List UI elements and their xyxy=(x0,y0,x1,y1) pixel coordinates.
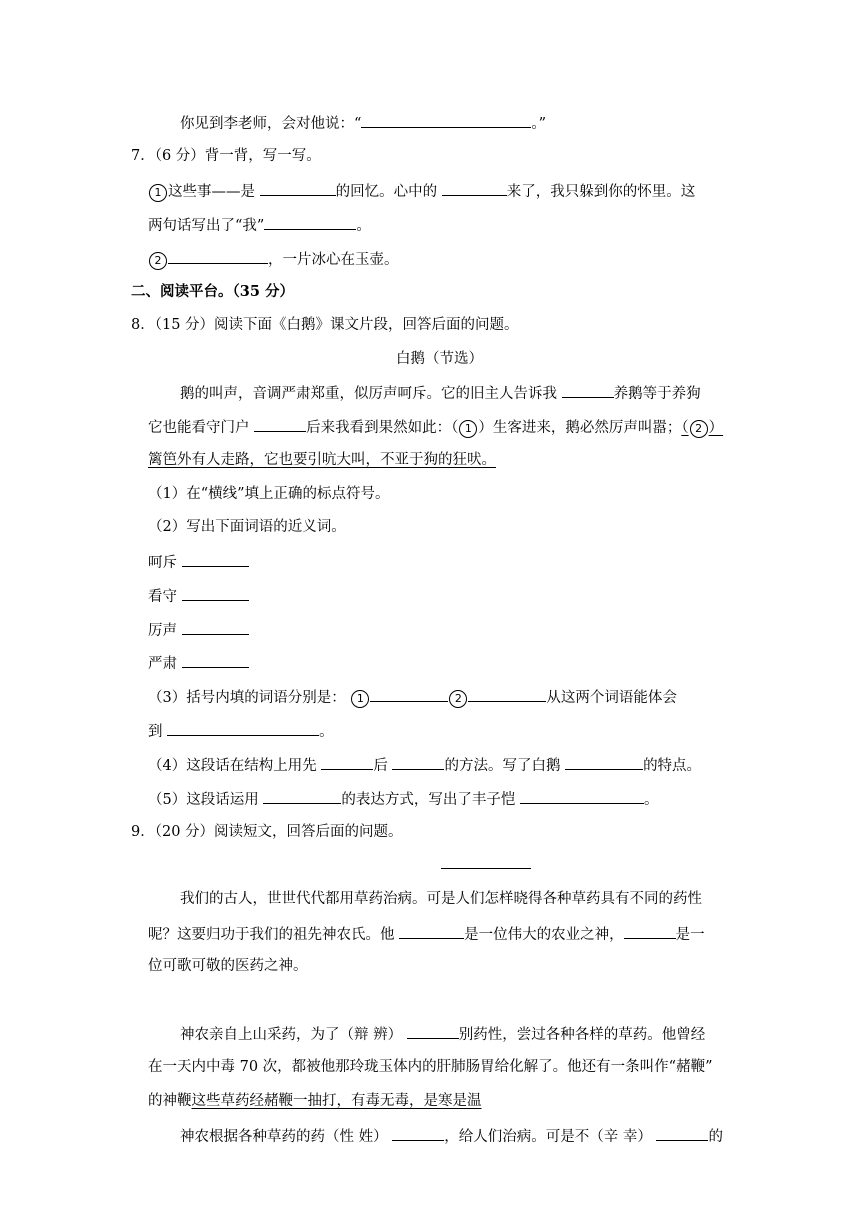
answer-blank[interactable] xyxy=(468,686,546,702)
section-2-heading: 二、阅读平台。（35 分） xyxy=(131,283,294,300)
fill-line-li-teacher: 你见到李老师，会对他说：“ 。” xyxy=(180,112,546,134)
question-7-item-1-cont: 两句话写出了“我” 。 xyxy=(148,214,371,236)
answer-blank[interactable] xyxy=(520,788,644,804)
answer-blank[interactable] xyxy=(656,1125,708,1141)
circled-number-1: 1 xyxy=(149,184,167,202)
answer-blank[interactable] xyxy=(565,754,643,770)
answer-blank[interactable] xyxy=(392,1125,444,1141)
answer-blank[interactable] xyxy=(370,686,448,702)
answer-blank[interactable] xyxy=(321,754,373,770)
question-7-item-2: 2 ，一片冰心在玉壶。 xyxy=(148,248,399,270)
answer-blank[interactable] xyxy=(182,619,249,635)
reading-line: 位可歌可敬的医药之神。 xyxy=(148,958,308,974)
answer-blank[interactable] xyxy=(361,112,531,128)
question-9-heading: 9．（20 分）阅读短文，回答后面的问题。 xyxy=(131,824,403,840)
answer-blank[interactable] xyxy=(260,180,336,196)
answer-blank[interactable] xyxy=(562,382,614,398)
subquestion-2: （2）写出下面词语的近义词。 xyxy=(148,519,346,535)
circled-number-1: 1 xyxy=(459,420,477,438)
answer-blank[interactable] xyxy=(167,720,319,736)
synonym-row: 严肃 xyxy=(148,652,249,674)
answer-blank[interactable] xyxy=(264,214,356,230)
passage-title: 白鹅（节选） xyxy=(396,351,483,367)
subquestion-4: （4）这段话在结构上用先 后 的方法。写了白鹅 的特点。 xyxy=(148,754,701,776)
answer-blank[interactable] xyxy=(263,788,341,804)
passage-line: 鹅的叫声，音调严肃郑重，似厉声呵斥。它的旧主人告诉我 养鹅等于养狗 xyxy=(180,382,701,404)
answer-blank[interactable] xyxy=(624,923,676,939)
subquestion-1: （1）在“横线”填上正确的标点符号。 xyxy=(148,486,390,502)
question-7-item-1: 1 这些事——是 的回忆。心中的 来了，我只躲到你的怀里。这 xyxy=(148,180,695,202)
question-8-heading: 8．（15 分）阅读下面《白鹅》课文片段，回答后面的问题。 xyxy=(131,317,519,333)
answer-blank[interactable] xyxy=(182,551,249,567)
answer-blank[interactable] xyxy=(392,754,444,770)
reading-line: 呢？这要归功于我们的祖先神农氏。他 是一位伟大的农业之神， 是一 xyxy=(148,923,705,945)
answer-blank[interactable] xyxy=(399,923,464,939)
passage-line-underlined: 篱笆外有人走路，它也要引吭大叫，不亚于狗的狂吠。 xyxy=(148,452,496,468)
question-7-heading: 7．（6 分）背一背，写一写。 xyxy=(131,148,321,164)
reading-line: 的神鞭这些草药经赭鞭一抽打，有毒无毒，是寒是温 xyxy=(148,1093,482,1109)
answer-blank[interactable] xyxy=(442,180,507,196)
circled-number-2: 2 xyxy=(449,690,467,708)
circled-number-2: 2 xyxy=(149,252,167,270)
reading-line: 在一天内中毒 70 次，都被他那玲珑玉体内的肝肺肠胃给化解了。他还有一条叫作“赭鞭” xyxy=(148,1059,713,1075)
reading-line: 神农亲自上山采药，为了（辩 辨） 别药性，尝过各种各样的草药。他曾经 xyxy=(180,1023,705,1045)
reading-line: 我们的古人，世世代代都用草药治病。可是人们怎样晓得各种草药具有不同的药性 xyxy=(180,891,702,907)
synonym-row: 看守 xyxy=(148,585,249,607)
title-blank[interactable] xyxy=(441,868,531,869)
answer-blank[interactable] xyxy=(182,585,249,601)
subquestion-5: （5）这段话运用 的表达方式，写出了丰子恺 。 xyxy=(148,788,658,810)
answer-blank[interactable] xyxy=(254,416,306,432)
answer-blank[interactable] xyxy=(182,652,249,668)
circled-number-1: 1 xyxy=(351,690,369,708)
synonym-row: 厉声 xyxy=(148,619,249,641)
subquestion-3-cont: 到 。 xyxy=(148,720,334,742)
synonym-row: 呵斥 xyxy=(148,551,249,573)
subquestion-3: （3）括号内填的词语分别是： 1 2 从这两个词语能体会 xyxy=(148,686,677,708)
reading-line: 神农根据各种草药的药（性 姓） ，给人们治病。可是不（辛 幸） 的 xyxy=(180,1125,723,1147)
circled-number-2: 2 xyxy=(690,420,708,438)
answer-blank[interactable] xyxy=(168,248,268,264)
passage-line: 它也能看守门户 后来我看到果然如此：（ 1 ）生客进来，鹅必然厉声叫嚣；（ 2 ） xyxy=(148,416,723,438)
answer-blank[interactable] xyxy=(407,1023,459,1039)
